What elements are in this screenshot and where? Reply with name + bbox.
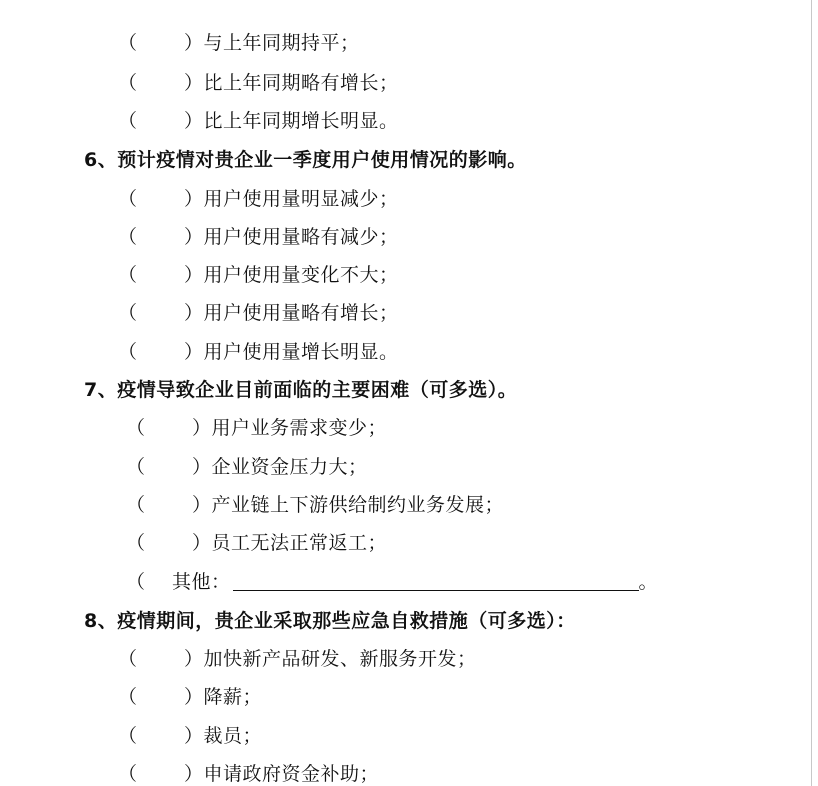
checkbox-open-paren[interactable]: （ (118, 110, 138, 132)
other-end-mark: 。 (638, 571, 659, 593)
option-row[interactable] (118, 222, 399, 249)
option-text: ）产业链上下游供给制约业务发展； (192, 494, 505, 516)
option-text: ）比上年同期增长明显。 (184, 110, 399, 132)
option-text: ）加快新产品研发、新服务开发； (184, 648, 477, 670)
option-row[interactable] (118, 644, 477, 671)
checkbox-open-paren[interactable]: （ (118, 341, 138, 363)
checkbox-open-paren[interactable]: （ (126, 417, 146, 439)
checkbox-open-paren[interactable]: （ (118, 648, 138, 670)
checkbox-open-paren[interactable]: （ (118, 763, 138, 785)
option-text: ）用户使用量略有增长； (184, 302, 399, 324)
checkbox-open-paren[interactable]: （ (118, 686, 138, 708)
option-row[interactable] (118, 106, 399, 133)
option-text: ）用户使用量略有减少； (184, 226, 399, 248)
option-text: ）用户使用量增长明显。 (184, 341, 399, 363)
option-row[interactable] (118, 28, 360, 55)
option-row[interactable] (118, 184, 399, 211)
option-row-other[interactable] (126, 567, 658, 594)
checkbox-open-paren[interactable]: （ (126, 494, 146, 516)
page-edge (811, 0, 812, 786)
option-text: ）用户使用量变化不大； (184, 264, 399, 286)
option-text: ）员工无法正常返工； (192, 532, 388, 554)
other-label: 其他： (172, 571, 231, 593)
question-7-title: 7、疫情导致企业目前面临的主要困难（可多选）。 (84, 379, 518, 401)
checkbox-open-paren[interactable]: （ (118, 725, 138, 747)
option-text: ）企业资金压力大； (192, 456, 368, 478)
other-input-line[interactable] (233, 572, 639, 591)
option-row[interactable] (118, 260, 399, 287)
option-row[interactable] (118, 721, 262, 748)
option-row[interactable] (118, 682, 262, 709)
option-row[interactable] (118, 68, 399, 95)
option-row[interactable] (126, 490, 504, 517)
checkbox-open-paren[interactable]: （ (126, 456, 146, 478)
checkbox-open-paren[interactable]: （ (118, 32, 138, 54)
option-row[interactable] (118, 759, 379, 786)
option-text: ）与上年同期持平； (184, 32, 360, 54)
checkbox-open-paren[interactable]: （ (126, 532, 146, 554)
option-text: ）比上年同期略有增长； (184, 72, 399, 94)
option-row[interactable] (118, 337, 399, 364)
checkbox-open-paren[interactable]: （ (118, 302, 138, 324)
option-text: ）用户使用量明显减少； (184, 188, 399, 210)
checkbox-open-paren[interactable]: （ (118, 72, 138, 94)
option-text: ）申请政府资金补助； (184, 763, 380, 785)
option-text: ）用户业务需求变少； (192, 417, 388, 439)
option-text: ）裁员； (184, 725, 263, 747)
question-8-title: 8、疫情期间，贵企业采取那些应急自救措施（可多选）： (84, 610, 576, 632)
option-row[interactable] (118, 298, 399, 325)
option-row[interactable] (126, 452, 368, 479)
question-6-title: 6、预计疫情对贵企业一季度用户使用情况的影响。 (84, 149, 527, 171)
option-row[interactable] (126, 528, 387, 555)
checkbox-open-paren[interactable]: （ (118, 226, 138, 248)
checkbox-open-paren[interactable]: （ (118, 188, 138, 210)
option-row[interactable] (126, 413, 387, 440)
option-text: ）降薪； (184, 686, 263, 708)
checkbox-open-paren[interactable]: （ (118, 264, 138, 286)
checkbox-open-paren[interactable]: （ (126, 571, 146, 593)
